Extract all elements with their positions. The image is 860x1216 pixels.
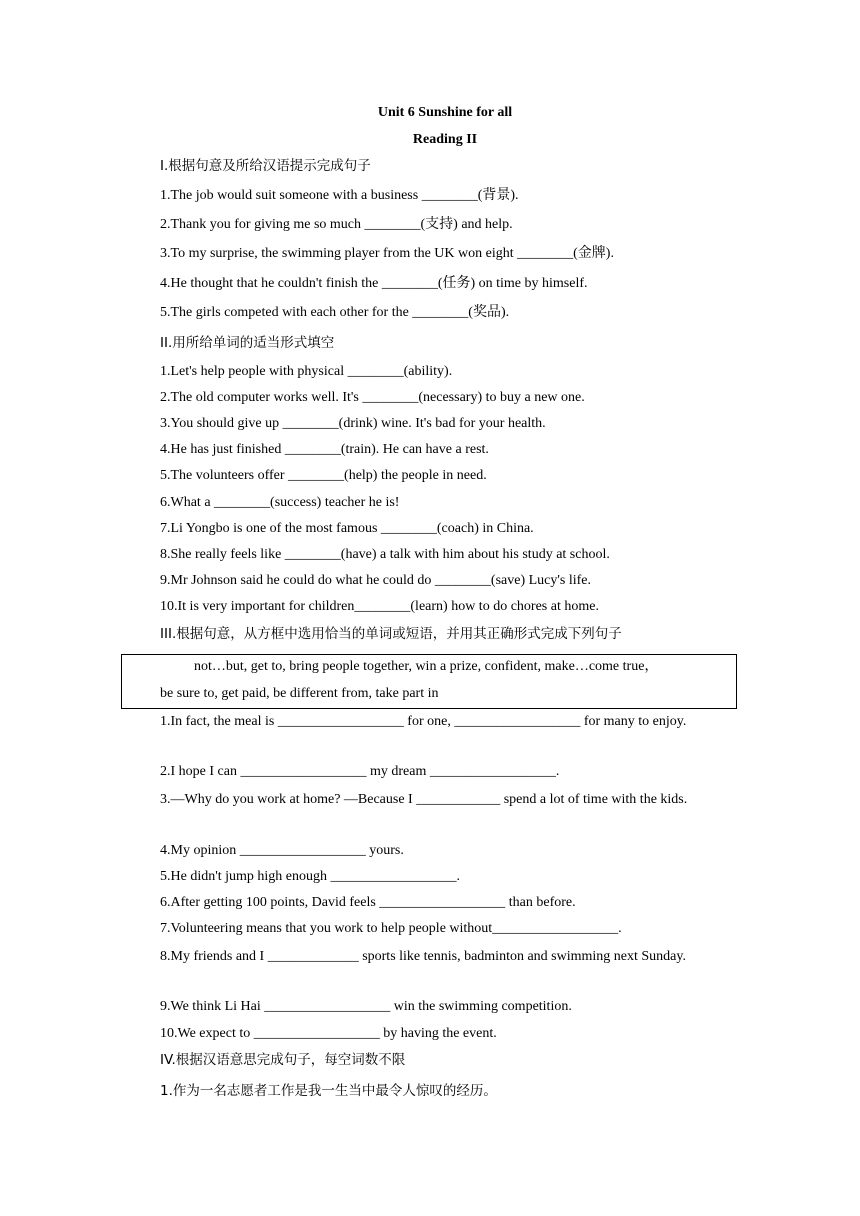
word-bank-box (121, 654, 737, 709)
section-2-item: 1.Let's help people with physical ________(ability). (160, 364, 453, 379)
section-3-item: 2.I hope I can __________________ my dream __________________. (160, 764, 560, 779)
section-1-item: 4.He thought that he couldn't finish the ________(任务) on time by himself. (160, 276, 588, 291)
page-subtitle: Reading II (412, 132, 478, 147)
section-1-item: 2.Thank you for giving me so much ________(支持) and help. (160, 217, 513, 232)
section-3-heading: III.根据句意，从方框中选用恰当的单词或短语，并用其正确形式完成下列句子 (160, 626, 622, 642)
section-2-item: 10.It is very important for children________(learn) how to do chores at home. (160, 599, 599, 614)
section-2-item: 2.The old computer works well. It's ________(necessary) to buy a new one. (160, 390, 585, 405)
page-title: Unit 6 Sunshine for all (377, 105, 513, 120)
section-2-heading: II.用所给单词的适当形式填空 (160, 335, 335, 351)
section-1-item: 1.The job would suit someone with a business ________(背景). (160, 188, 519, 203)
section-2-item: 4.He has just finished ________(train). He can have a rest. (160, 442, 489, 457)
section-2-item: 8.She really feels like ________(have) a talk with him about his study at school. (160, 547, 610, 562)
section-3-item: 5.He didn't jump high enough __________________. (160, 869, 461, 884)
section-2-item: 9.Mr Johnson said he could do what he could do ________(save) Lucy's life. (160, 573, 591, 588)
section-3-item: 9.We think Li Hai __________________ win the swimming competition. (160, 999, 572, 1014)
section-4-item: 1.作为一名志愿者工作是我一生当中最令人惊叹的经历。 (160, 1083, 497, 1099)
section-4-heading: IV.根据汉语意思完成句子，每空词数不限 (160, 1052, 406, 1068)
section-2-item: 5.The volunteers offer ________(help) the people in need. (160, 468, 487, 483)
section-2-item: 7.Li Yongbo is one of the most famous ________(coach) in China. (160, 521, 534, 536)
section-2-item: 3.You should give up ________(drink) wine. It's bad for your health. (160, 416, 546, 431)
section-1-item: 5.The girls competed with each other for the ________(奖品). (160, 305, 510, 320)
section-3-item: 4.My opinion __________________ yours. (160, 843, 404, 858)
section-2-item: 6.What a ________(success) teacher he is! (160, 495, 400, 510)
section-3-item: 3.—Why do you work at home? —Because I ____________ spend a lot of time with the kids. (160, 792, 688, 807)
section-3-item: 8.My friends and I _____________ sports like tennis, badminton and swimming next Sunday. (160, 949, 686, 964)
section-3-item: 1.In fact, the meal is __________________ for one, __________________ for many to enjoy. (160, 714, 687, 729)
section-3-item: 7.Volunteering means that you work to help people without__________________. (160, 921, 622, 936)
word-bank-line: not…but, get to, bring people together, win a prize, confident, make…come true， (194, 659, 659, 674)
section-3-item: 10.We expect to __________________ by having the event. (160, 1026, 497, 1041)
section-3-item: 6.After getting 100 points, David feels __________________ than before. (160, 895, 576, 910)
section-1-item: 3.To my surprise, the swimming player from the UK won eight ________(金牌). (160, 246, 614, 261)
section-1-heading: I.根据句意及所给汉语提示完成句子 (160, 158, 371, 174)
word-bank-line: be sure to, get paid, be different from, take part in (160, 686, 439, 701)
